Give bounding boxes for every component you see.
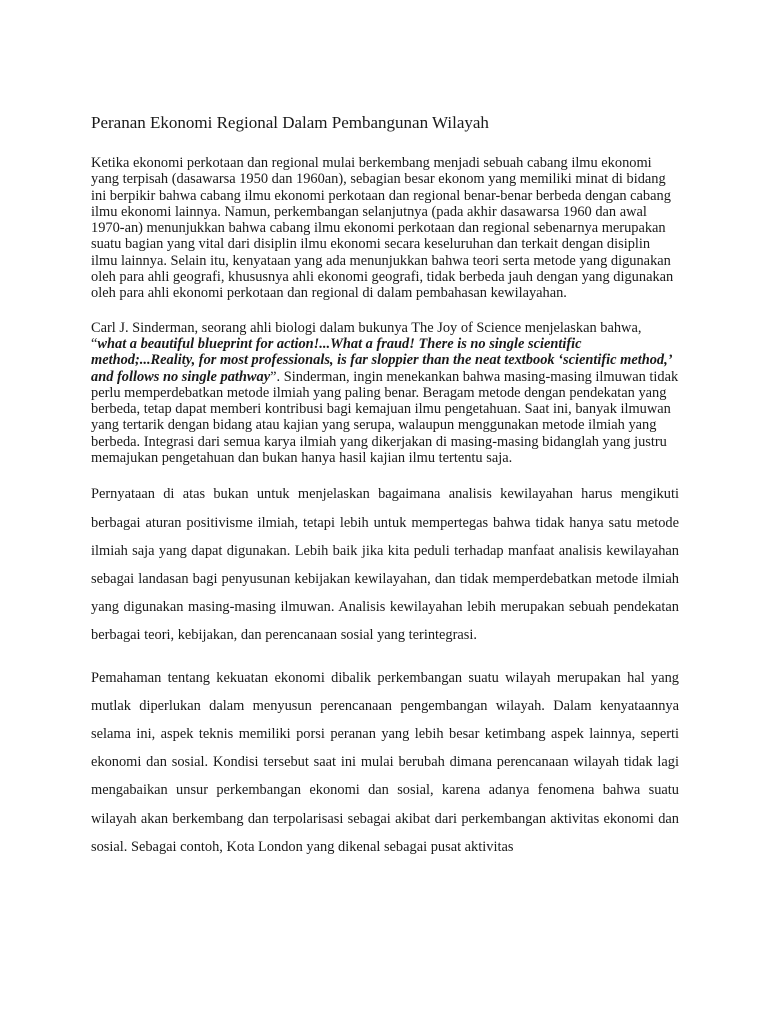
paragraph-2 <box>91 320 679 467</box>
paragraph-2-rest: ”. Sinderman, ingin menekankan bahwa masing-masing ilmuwan tidak perlu memperdebatkan metode ilmiah yang paling benar. Beragam metode dengan pendekatan yang berbeda, tetap dapat memberi kontribusi bagi kemajuan ilmu pengetahuan. Saat ini, banyak ilmuwan yang tertarik dengan bidang atau kajian yang serupa, walaupun menggunakan metode ilmiah yang berbeda. Integrasi dari semua karya ilmiah yang dikerjakan di masing-masing bidanglah yang justru memajukan pengetahuan dan bukan hanya hasil kajian ilmu tertentu saja. <box>91 368 679 467</box>
document-title: Peranan Ekonomi Regional Dalam Pembangunan Wilayah <box>91 113 489 132</box>
paragraph-2-intro: Carl J. Sinderman, seorang ahli biologi dalam bukunya The Joy of Science menjelaskan bahwa, “ <box>91 319 642 352</box>
paragraph-1: Ketika ekonomi perkotaan dan regional mulai berkembang menjadi sebuah cabang ilmu ekonomi yang terpisah (dasawarsa 1950 dan 1960an), sebagian besar ekonom yang memiliki minat di bidang ini berpikir bahwa cabang ilmu ekonomi perkotaan dan regional benar-benar berbeda dengan cabang ilmu ekonomi lainnya. Namun, perkembangan selanjutnya (pada akhir dasawarsa 1960 dan awal 1970-an) menunjukkan bahwa cabang ilmu ekonomi perkotaan dan regional sebenarnya merupakan suatu bagian yang vital dari disiplin ilmu ekonomi secara keseluruhan dan terkait dengan disiplin ilmu lainnya. Selain itu, kenyataan yang ada menunjukkan bahwa teori serta metode yang digunakan oleh para ahli geografi, khususnya ahli ekonomi geografi, tidak berbeda jauh dengan yang digunakan oleh para ahli ekonomi perkotaan dan regional di dalam pembahasan kewilayahan. <box>91 155 674 302</box>
paragraph-4: Pemahaman tentang kekuatan ekonomi dibalik perkembangan suatu wilayah merupakan hal yang mutlak diperlukan dalam menyusun perencanaan pengembangan wilayah. Dalam kenyataannya selama ini, aspek teknis memiliki porsi peranan yang lebih besar ketimbang aspek lainnya, seperti ekonomi dan sosial. Kondisi tersebut saat ini mulai berubah dimana perencanaan wilayah tidak lagi mengabaikan unsur perkembangan ekonomi dan sosial, karena adanya fenomena bahwa suatu wilayah akan berkembang dan terpolarisasi sebagai akibat dari perkembangan aktivitas ekonomi dan sosial. Sebagai contoh, Kota London yang dikenal sebagai pusat aktivitas <box>91 669 679 855</box>
document-page <box>91 111 679 875</box>
sinderman-quote: what a beautiful blueprint for action!...What a fraud! There is no single scientific method;...Reality, for most professionals, is far sloppier than the neat textbook ‘scientific method,’ and follows no single pathway <box>91 335 672 385</box>
paragraph-3: Pernyataan di atas bukan untuk menjelaskan bagaimana analisis kewilayahan harus mengikuti berbagai aturan positivisme ilmiah, tetapi lebih untuk mempertegas bahwa tidak hanya satu metode ilmiah saja yang dapat digunakan. Lebih baik jika kita peduli terhadap manfaat analisis kewilayahan sebagai landasan bagi penyusunan kebijakan kewilayahan, dan tidak memperdebatkan metode ilmiah yang digunakan masing-masing ilmuwan. Analisis kewilayahan lebih merupakan sebuah pendekatan berbagai teori, kebijakan, dan perencanaan sosial yang terintegrasi. <box>91 486 679 644</box>
